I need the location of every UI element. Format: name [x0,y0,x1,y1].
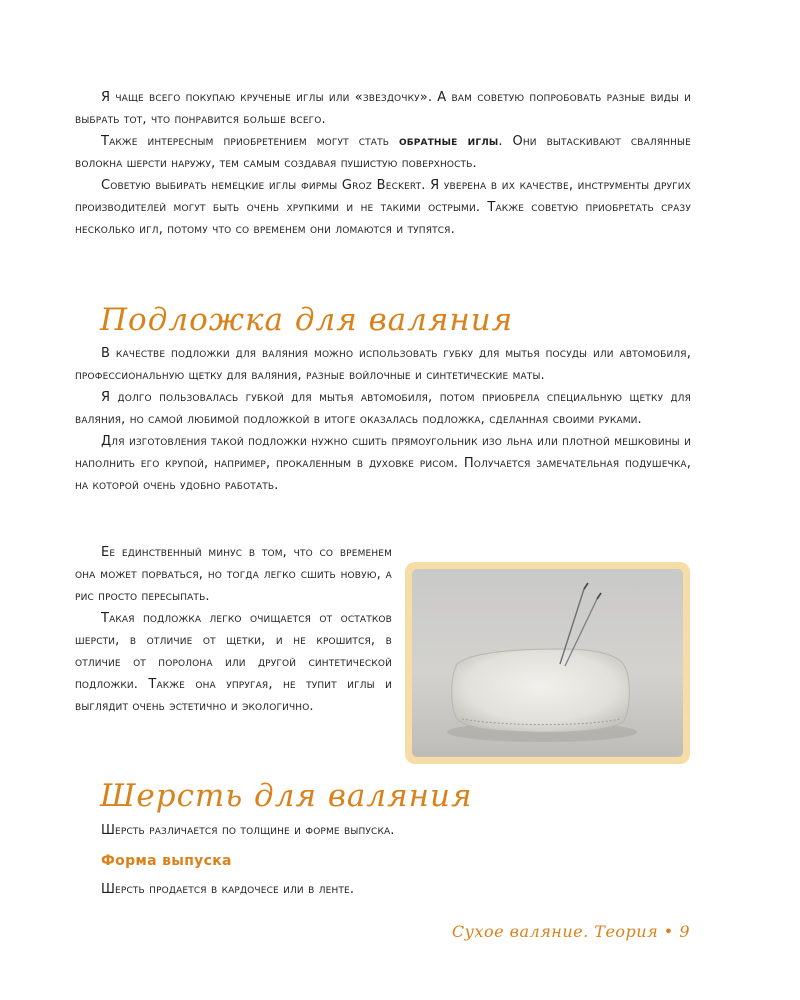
footer-title: Сухое валяние. Теория [451,922,659,941]
page-number: 9 [679,922,690,941]
needles-text-block [75,87,691,241]
paragraph: Такая подложка легко очищается от остатков шерсти, в отличие от щетки, и не крошится, в отличие от поролона или другой синтетической подложки. Также она упругая, не тупит иглы и выглядит очень эстетично и экологично. [75,611,392,714]
section-heading-substrate: Подложка для валяния [100,302,514,338]
paragraph: Я чаще всего покупаю крученые иглы или «звездочку». А вам советую попробовать разные виды и выбрать тот, что понравится больше всего. [75,90,691,127]
section-heading-wool: Шерсть для валяния [100,778,473,814]
subheading-release-form: Форма выпуска [101,853,232,869]
paragraph [75,131,691,175]
pillow-with-needles-image [412,569,683,757]
paragraph: Я долго пользовалась губкой для мытья автомобиля, потом приобрела специальную щетку для валяния, но самой любимой подложкой в итоге оказалась подложка, сделанная своими руками. [75,390,691,427]
paragraph: Шерсть различается по толщине и форме выпуска. [101,823,395,838]
paragraph-part: . Они вытаскивают свалянные волокна шерсти наружу, тем самым создавая пушистую поверхность. [75,134,691,171]
paragraph-part: Также интересным приобретением могут стать [101,134,399,149]
bold-term: обратные иглы [398,134,499,149]
wool-text-block [75,820,691,842]
release-form-text [75,879,691,901]
substrate-text-narrow [75,542,392,718]
page-footer [452,922,690,941]
footer-bullet: • [663,922,674,941]
paragraph: Ее единственный минус в том, что со временем она может порваться, но тогда легко сшить новую, а рис просто пересыпать. [75,545,392,604]
paragraph: В качестве подложки для валяния можно использовать губку для мытья посуды или автомобиля, профессиональную щетку для валяния, разные войлочные и синтетические маты. [75,346,691,383]
paragraph: Шерсть продается в кардочесе или в ленте. [101,882,355,897]
paragraph: Советую выбирать немецкие иглы фирмы Groz Beckert. Я уверена в их качестве, инструменты других производителей могут быть очень хрупкими и не такими острыми. Также советую приобретать сразу несколько игл, потому что со временем они ломаются и тупятся. [75,178,691,237]
paragraph: Для изготовления такой подложки нужно сшить прямоугольник изо льна или плотной мешковины и наполнить его крупой, например, прокаленным в духовке рисом. Получается замечательная подушечка, на которой очень удобно работать. [75,434,691,493]
substrate-text-block [75,343,691,497]
pillow-photo [405,562,690,764]
